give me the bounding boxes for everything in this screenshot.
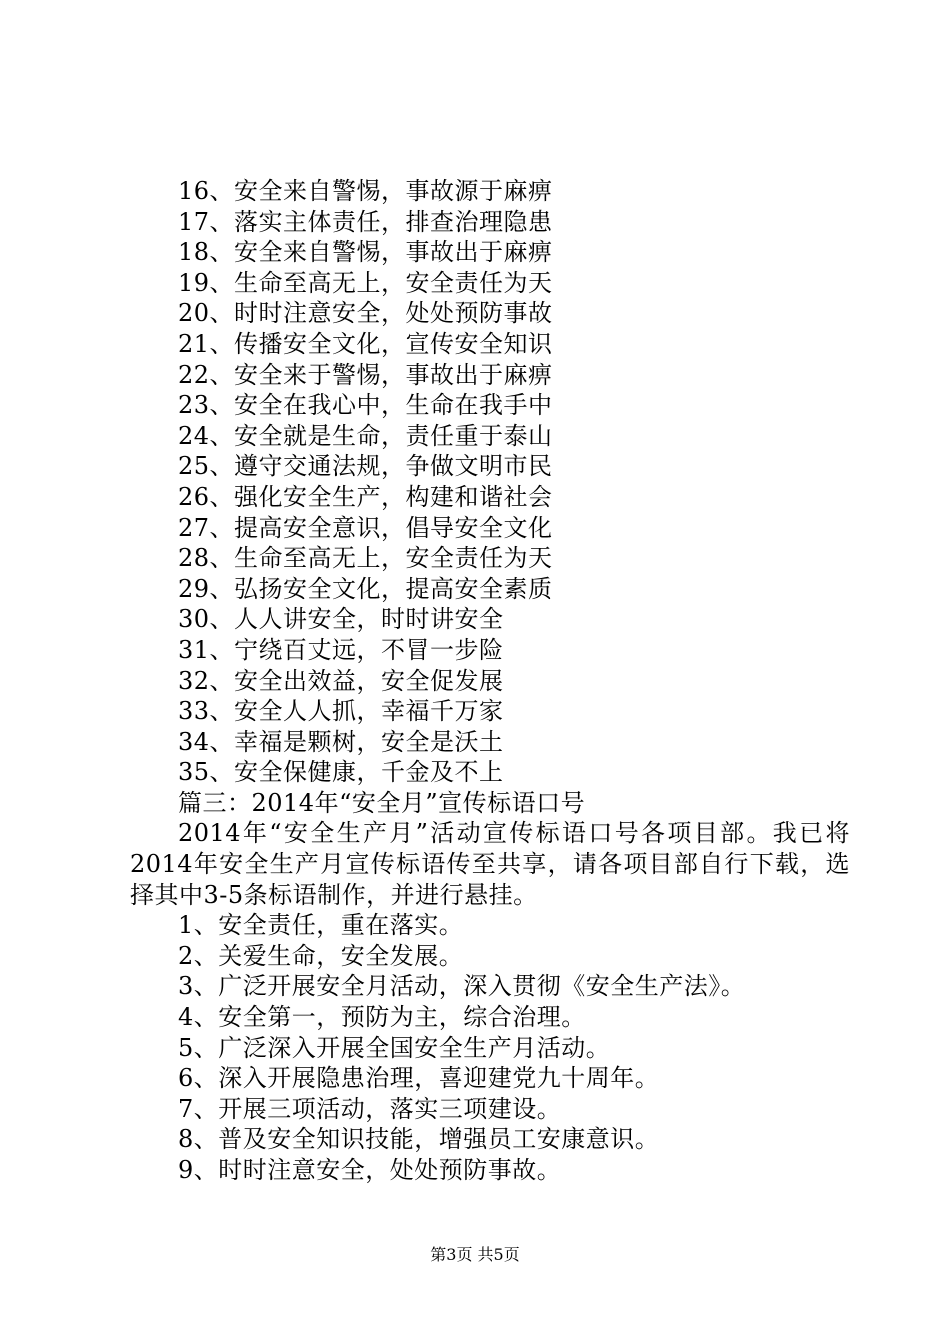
list-item: 22、安全来于警惕，事故出于麻痹 xyxy=(178,360,553,389)
list-item: 1、安全责任，重在落实。 xyxy=(178,911,464,940)
list-item: 2、关爱生命，安全发展。 xyxy=(178,941,464,970)
intro-paragraph: 2014年“安全生产月”活动宣传标语口号各项目部。我已将2014年安全生产月宣传标语传至共享，请各项目部自行下载，选择其中3-5条标语制作，并进行悬挂。 xyxy=(130,819,850,909)
list-item: 35、安全保健康，千金及不上 xyxy=(178,758,504,787)
list-item: 8、普及安全知识技能，增强员工安康意识。 xyxy=(178,1125,660,1154)
list-item: 16、安全来自警惕，事故源于麻痹 xyxy=(178,177,553,205)
list-item: 25、遵守交通法规，争做文明市民 xyxy=(178,452,553,481)
slogan-list-a xyxy=(130,176,850,788)
list-item: 28、生命至高无上，安全责任为天 xyxy=(178,544,553,573)
list-item: 31、宁绕百丈远，不冒一步险 xyxy=(178,635,504,664)
list-item: 7、开展三项活动，落实三项建设。 xyxy=(178,1094,562,1123)
document-body xyxy=(130,176,850,1186)
section-heading: 篇三：2014年“安全月”宣传标语口号 xyxy=(178,788,586,817)
slogan-list-b xyxy=(130,910,850,1185)
list-item: 18、安全来自警惕，事故出于麻痹 xyxy=(178,238,553,267)
list-item: 30、人人讲安全，时时讲安全 xyxy=(178,605,504,634)
list-item: 23、安全在我心中，生命在我手中 xyxy=(178,391,553,420)
list-item: 27、提高安全意识，倡导安全文化 xyxy=(178,513,553,542)
list-item: 20、时时注意安全，处处预防事故 xyxy=(178,299,553,328)
list-item: 5、广泛深入开展全国安全生产月活动。 xyxy=(178,1033,611,1062)
list-item: 24、安全就是生命，责任重于泰山 xyxy=(178,421,553,450)
list-item: 33、安全人人抓，幸福千万家 xyxy=(178,697,504,726)
list-item: 17、落实主体责任，排查治理隐患 xyxy=(178,207,553,236)
list-item: 19、生命至高无上，安全责任为天 xyxy=(178,268,553,297)
list-item: 26、强化安全生产，构建和谐社会 xyxy=(178,482,553,511)
list-item: 21、传播安全文化，宣传安全知识 xyxy=(178,329,553,358)
list-item: 4、安全第一，预防为主，综合治理。 xyxy=(178,1003,586,1032)
list-item: 34、幸福是颗树，安全是沃土 xyxy=(178,727,504,756)
list-item: 3、广泛开展安全月活动，深入贯彻《安全生产法》。 xyxy=(178,972,746,1001)
page-footer: 第3页 共5页 xyxy=(430,1245,520,1264)
list-item: 29、弘扬安全文化，提高安全素质 xyxy=(178,574,553,603)
list-item: 32、安全出效益，安全促发展 xyxy=(178,666,504,695)
list-item: 9、时时注意安全，处处预防事故。 xyxy=(178,1156,562,1184)
list-item: 6、深入开展隐患治理，喜迎建党九十周年。 xyxy=(178,1064,660,1093)
